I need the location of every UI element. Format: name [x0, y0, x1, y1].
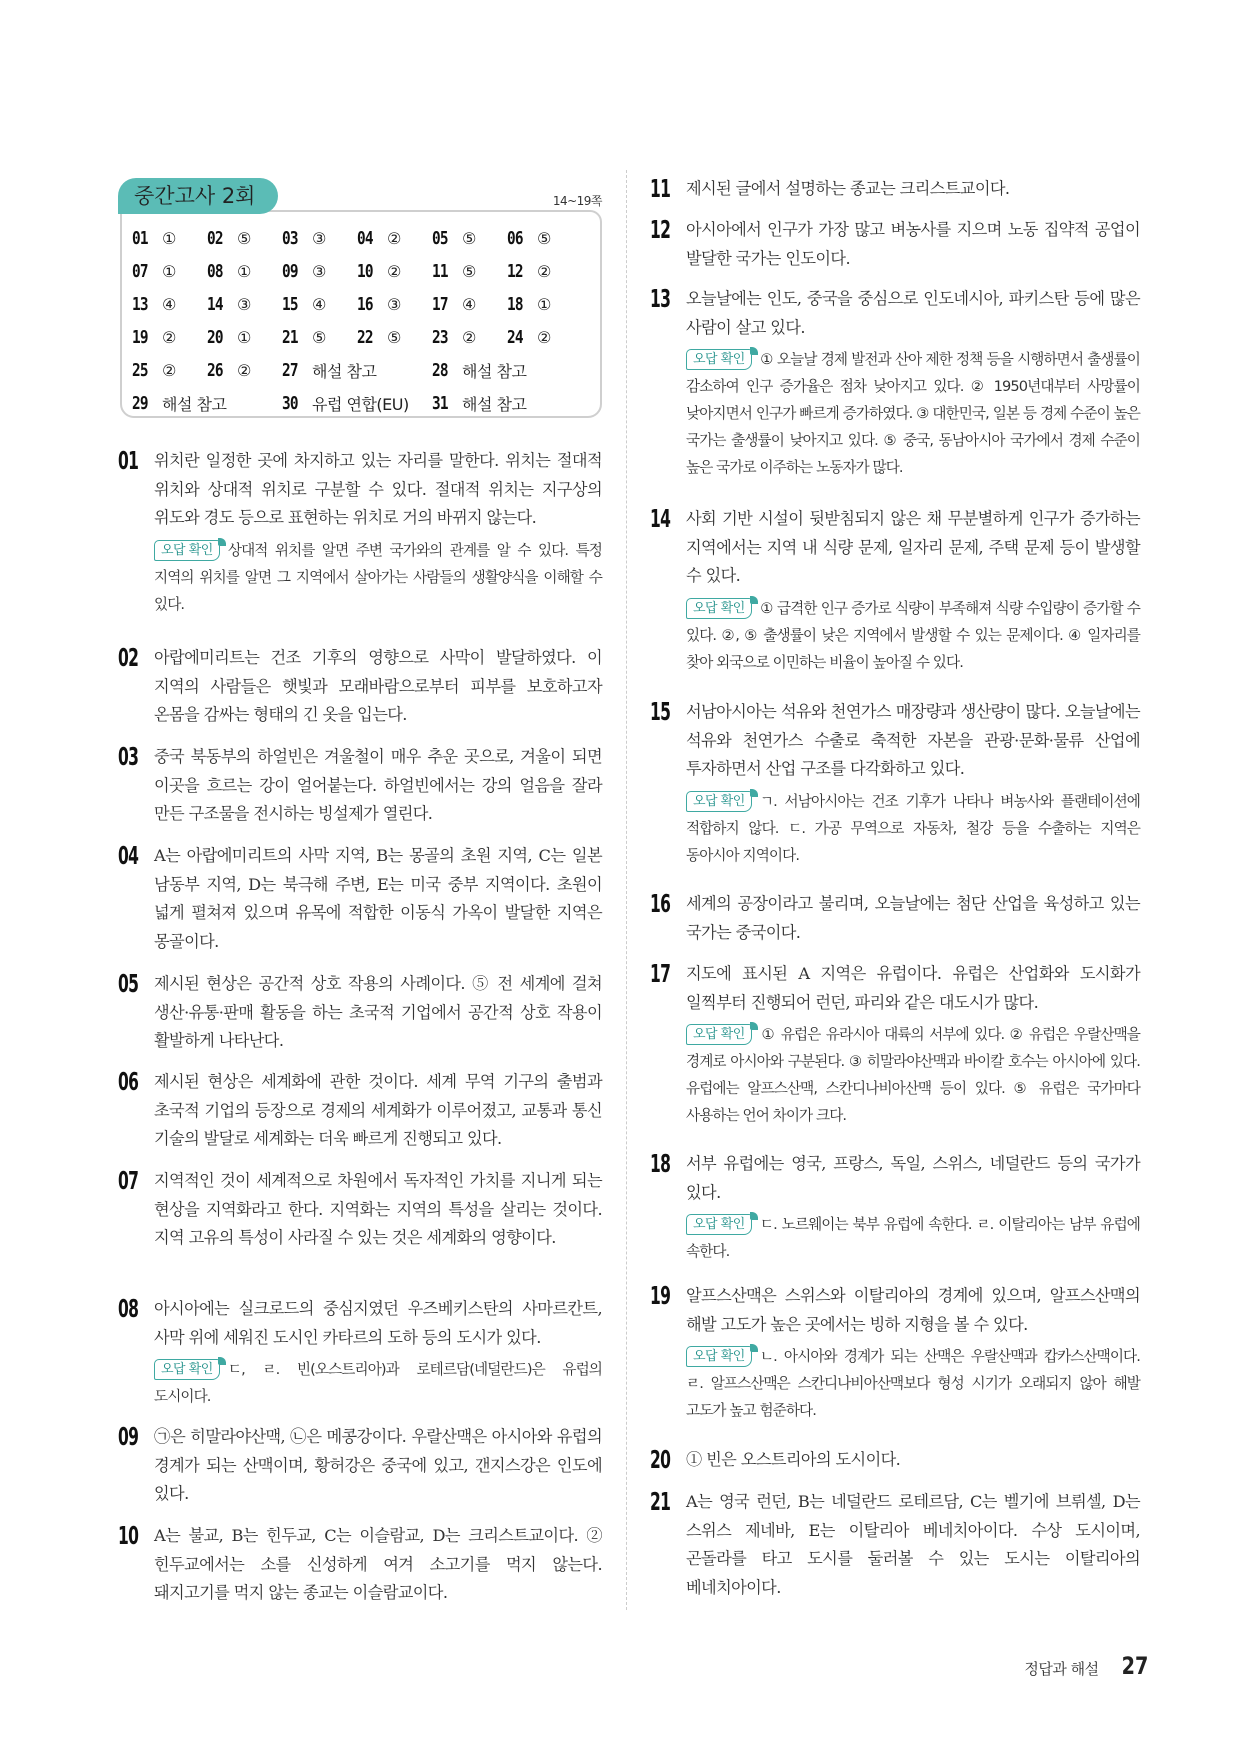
explanation-12	[650, 216, 1140, 273]
answer-value: ⑤	[537, 229, 551, 248]
question-number: 07	[118, 1166, 139, 1195]
answer-cell	[432, 261, 507, 282]
answer-cell	[132, 228, 207, 249]
answer-value: 해설 참고	[462, 362, 527, 381]
answer-number: 16	[357, 294, 373, 315]
wrong-answer-badge: 오답 확인	[686, 1024, 752, 1045]
explanation-15	[650, 698, 1140, 869]
answer-value: ⑤	[462, 262, 476, 281]
explanation-text: 지역적인 것이 세계적으로 차원에서 독자적인 가치를 지니게 되는 현상을 지역화라고 한다. 지역화는 지역의 특성을 살리는 것이다. 지역 고유의 특성이 사라질 수 있는 것은 세계화의 영향이다.	[154, 1171, 602, 1247]
answer-number: 24	[507, 327, 523, 348]
column-divider	[626, 170, 627, 1610]
answer-number: 13	[132, 294, 148, 315]
answer-row	[132, 222, 592, 255]
question-number: 18	[650, 1149, 671, 1178]
explanation-text: ① 빈은 오스트리아의 도시이다.	[686, 1450, 901, 1469]
explanation-18	[650, 1150, 1140, 1265]
explanation-text: A는 영국 런던, B는 네덜란드 로테르담, C는 벨기에 브뤼셀, D는 스위스 제네바, E는 이탈리아 베네치아이다. 수상 도시이며, 곤돌라를 타고 도시를 둘러볼 수 있는 도시는 이탈리아의 베네치아이다.	[686, 1492, 1140, 1597]
explanation-text: 알프스산맥은 스위스와 이탈리아의 경계에 있으며, 알프스산맥의 해발 고도가 높은 곳에서는 빙하 지형을 볼 수 있다.	[686, 1286, 1140, 1334]
question-number: 16	[650, 889, 671, 918]
question-number: 11	[650, 174, 671, 203]
question-number: 02	[118, 643, 139, 672]
answer-value: 유럽 연합(EU)	[312, 395, 409, 414]
wrong-answer-badge: 오답 확인	[686, 791, 752, 812]
explanation-10	[118, 1522, 602, 1608]
answer-row	[132, 354, 592, 387]
explanation-21	[650, 1488, 1140, 1602]
answer-cell	[507, 294, 582, 315]
answer-row	[132, 321, 592, 354]
answer-cell	[357, 327, 432, 348]
explanation-16	[650, 890, 1140, 947]
answer-number: 07	[132, 261, 148, 282]
answer-value: ⑤	[462, 229, 476, 248]
answer-number: 28	[432, 360, 448, 381]
explanation-text: 제시된 글에서 설명하는 종교는 크리스트교이다.	[686, 179, 1010, 198]
answer-number: 03	[282, 228, 298, 249]
answer-value: ⑤	[387, 328, 401, 347]
explanation-text: A는 불교, B는 힌두교, C는 이슬람교, D는 크리스트교이다. ② 힌두교에서는 소를 신성하게 여겨 소고기를 먹지 않는다. 돼지고기를 먹지 않는 종교는 이슬람교이다.	[154, 1526, 602, 1602]
question-number: 10	[118, 1521, 139, 1550]
answer-number: 25	[132, 360, 148, 381]
answer-number: 09	[282, 261, 298, 282]
explanation-14	[650, 505, 1140, 676]
answer-cell	[432, 294, 507, 315]
answer-cell	[282, 359, 432, 382]
question-number: 03	[118, 742, 139, 771]
explanation-text: 아시아에는 실크로드의 중심지였던 우즈베키스탄의 사마르칸트, 사막 위에 세워진 도시인 카타르의 도하 등의 도시가 있다.	[154, 1299, 602, 1347]
answer-cell	[357, 294, 432, 315]
answer-number: 08	[207, 261, 223, 282]
answer-number: 14	[207, 294, 223, 315]
page-footer	[1024, 1652, 1148, 1680]
answer-value: 해설 참고	[162, 395, 227, 414]
answer-value: ④	[462, 295, 476, 314]
answer-cell	[207, 294, 282, 315]
answer-number: 22	[357, 327, 373, 348]
answer-cell	[357, 228, 432, 249]
answer-row	[132, 288, 592, 321]
answer-value: ③	[312, 262, 326, 281]
answer-cell	[132, 327, 207, 348]
explanation-text: 서남아시아는 석유와 천연가스 매장량과 생산량이 많다. 오늘날에는 석유와 천연가스 수출로 축적한 자본을 관광·문화·물류 산업에 투자하면서 산업 구조를 다각화하고 있다.	[686, 702, 1140, 778]
question-number: 13	[650, 284, 671, 313]
explanation-text: 서부 유럽에는 영국, 프랑스, 독일, 스위스, 네덜란드 등의 국가가 있다.	[686, 1154, 1140, 1202]
explanation-08	[118, 1295, 602, 1410]
explanation-text: A는 아랍에미리트의 사막 지역, B는 몽골의 초원 지역, C는 일본 남동부 지역, D는 북극해 주변, E는 미국 중부 지역이다. 초원이 넓게 펼쳐져 있으며 유목에 적합한 이동식 가옥이 발달한 지역은 몽골이다.	[154, 846, 602, 951]
wrong-answer-note	[154, 537, 602, 618]
answer-number: 17	[432, 294, 448, 315]
answer-number: 31	[432, 393, 448, 414]
explanation-20	[650, 1446, 1140, 1475]
answer-number: 12	[507, 261, 523, 282]
explanation-06	[118, 1068, 602, 1154]
answer-value: ②	[462, 328, 476, 347]
answer-cell	[132, 392, 282, 415]
wrong-answer-note	[686, 1211, 1140, 1265]
note-text: ① 급격한 인구 증가로 식량이 부족해져 식량 수입량이 증가할 수 있다. ②, ⑤ 출생률이 낮은 지역에서 발생할 수 있는 문제이다. ④ 일자리를 찾아 외국으로 이민하는 비율이 높아질 수 있다.	[686, 599, 1140, 671]
wrong-answer-note	[686, 1343, 1140, 1424]
answer-value: ①	[537, 295, 551, 314]
answer-value: ③	[312, 229, 326, 248]
explanation-text: 아시아에서 인구가 가장 많고 벼농사를 지으며 노동 집약적 공업이 발달한 국가는 인도이다.	[686, 220, 1140, 268]
answer-cell	[507, 228, 582, 249]
wrong-answer-badge: 오답 확인	[686, 1214, 752, 1235]
note-text: ㄷ. 노르웨이는 북부 유럽에 속한다. ㄹ. 이탈리아는 남부 유럽에 속한다.	[686, 1216, 1140, 1260]
answer-number: 23	[432, 327, 448, 348]
answer-value: ②	[387, 229, 401, 248]
explanation-04	[118, 842, 602, 956]
answer-number: 06	[507, 228, 523, 249]
answer-number: 15	[282, 294, 298, 315]
answer-value: ②	[162, 328, 176, 347]
answer-cell	[432, 228, 507, 249]
answer-cell	[282, 392, 432, 415]
explanation-01	[118, 447, 602, 618]
answer-cell	[207, 228, 282, 249]
explanation-text: 중국 북동부의 하얼빈은 겨울철이 매우 추운 곳으로, 겨울이 되면 이곳을 흐르는 강이 얼어붙는다. 하얼빈에서는 강의 얼음을 잘라 만든 구조물을 전시하는 빙설제가 열린다.	[154, 747, 602, 823]
answer-cell	[282, 228, 357, 249]
wrong-answer-badge: 오답 확인	[686, 1346, 752, 1367]
wrong-answer-badge: 오답 확인	[154, 540, 220, 561]
answer-number: 19	[132, 327, 148, 348]
page-number: 27	[1121, 1652, 1148, 1680]
answer-number: 26	[207, 360, 223, 381]
question-number: 04	[118, 841, 139, 870]
answer-value: ①	[162, 229, 176, 248]
question-number: 09	[118, 1422, 139, 1451]
explanation-03	[118, 743, 602, 829]
explanation-text: 제시된 현상은 공간적 상호 작용의 사례이다. ⑤ 전 세계에 걸쳐 생산·유통·판매 활동을 하는 초국적 기업에서 공간적 상호 작용이 활발하게 나타난다.	[154, 974, 602, 1050]
answer-number: 11	[432, 261, 448, 282]
footer-section-label: 정답과 해설	[1024, 1660, 1099, 1678]
wrong-answer-note	[686, 788, 1140, 869]
answer-number: 10	[357, 261, 373, 282]
answer-cell	[282, 327, 357, 348]
question-number: 14	[650, 504, 671, 533]
answer-value: 해설 참고	[312, 362, 377, 381]
answer-cell	[282, 261, 357, 282]
answer-grid	[132, 222, 592, 420]
note-text: ㄷ, ㄹ. 빈(오스트리아)과 로테르담(네덜란드)은 유럽의 도시이다.	[154, 1361, 602, 1405]
explanation-05	[118, 970, 602, 1056]
explanation-text: 위치란 일정한 곳에 차지하고 있는 자리를 말한다. 위치는 절대적 위치와 상대적 위치로 구분할 수 있다. 절대적 위치는 지구상의 위도와 경도 등으로 표현하는 위치로 거의 바뀌지 않는다.	[154, 451, 602, 527]
answer-cell	[432, 327, 507, 348]
explanation-text: 오늘날에는 인도, 중국을 중심으로 인도네시아, 파키스탄 등에 많은 사람이 살고 있다.	[686, 289, 1140, 337]
answer-cell	[132, 294, 207, 315]
wrong-answer-badge: 오답 확인	[154, 1359, 220, 1380]
answer-row	[132, 255, 592, 288]
answer-cell	[207, 360, 282, 381]
question-number: 20	[650, 1445, 671, 1474]
question-number: 17	[650, 959, 671, 988]
explanation-text: 제시된 현상은 세계화에 관한 것이다. 세계 무역 기구의 출범과 초국적 기업의 등장으로 경제의 세계화가 이루어졌고, 교통과 통신 기술의 발달로 세계화는 더욱 빠르게 진행되고 있다.	[154, 1072, 602, 1148]
question-number: 05	[118, 969, 139, 998]
answer-cell	[207, 261, 282, 282]
explanation-text: 지도에 표시된 A 지역은 유럽이다. 유럽은 산업화와 도시화가 일찍부터 진행되어 런던, 파리와 같은 대도시가 많다.	[686, 964, 1140, 1012]
answer-cell	[357, 261, 432, 282]
answer-value: ②	[387, 262, 401, 281]
explanation-07	[118, 1167, 602, 1253]
note-text: ㄱ. 서남아시아는 건조 기후가 나타나 벼농사와 플랜테이션에 적합하지 않다. ㄷ. 가공 무역으로 자동차, 철강 등을 수출하는 지역은 동아시아 지역이다.	[686, 792, 1140, 864]
note-text: ① 오늘날 경제 발전과 산아 제한 정책 등을 시행하면서 출생률이 감소하여 인구 증가율은 점차 낮아지고 있다. ② 1950년대부터 사망률이 낮아지면서 인구가 빠르게 증가하였다. ③ 대한민국, 일본 등 경제 수준이 높은 국가는 출생률이 낮아지고 있다. ⑤ 중국, 동남아시아 국가에서 경제 수준이 높은 국가로 이주하는 노동자가 많다.	[686, 351, 1140, 476]
answer-cell	[132, 261, 207, 282]
answer-cell	[132, 360, 207, 381]
answer-cell	[507, 261, 582, 282]
question-number: 12	[650, 215, 671, 244]
explanation-19	[650, 1282, 1140, 1424]
answer-cell	[432, 359, 582, 382]
answer-number: 27	[282, 360, 298, 381]
page-range: 14~19쪽	[552, 194, 602, 208]
answer-cell	[207, 327, 282, 348]
answer-cell	[432, 392, 582, 415]
answer-value: ⑤	[237, 229, 251, 248]
explanation-text: 세계의 공장이라고 불리며, 오늘날에는 첨단 산업을 육성하고 있는 국가는 중국이다.	[686, 894, 1140, 942]
answer-cell	[507, 327, 582, 348]
answer-value: ①	[237, 328, 251, 347]
answer-number: 02	[207, 228, 223, 249]
explanation-13	[650, 285, 1140, 481]
explanation-text: ㉠은 히말라야산맥, ㉡은 메콩강이다. 우랄산맥은 아시아와 유럽의 경계가 되는 산맥이며, 황허강은 중국에 있고, 갠지스강은 인도에 있다.	[154, 1427, 602, 1503]
answer-cell	[282, 294, 357, 315]
note-text: 상대적 위치를 알면 주변 국가와의 관계를 알 수 있다. 특정 지역의 위치를 알면 그 지역에서 살아가는 사람들의 생활양식을 이해할 수 있다.	[154, 541, 602, 613]
exam-title-tab: 중간고사 2회	[118, 178, 278, 214]
explanation-09	[118, 1423, 602, 1509]
answer-number: 20	[207, 327, 223, 348]
wrong-answer-note	[686, 346, 1140, 481]
answer-value: 해설 참고	[462, 395, 527, 414]
question-number: 15	[650, 697, 671, 726]
answer-number: 30	[282, 393, 298, 414]
answer-value: ③	[237, 295, 251, 314]
note-text: ① 유럽은 유라시아 대륙의 서부에 있다. ② 유럽은 우랄산맥을 경계로 아시아와 구분된다. ③ 히말라야산맥과 바이칼 호수는 아시아에 있다. 유럽에는 알프스산맥, 스칸디나비아산맥 등이 있다. ⑤ 유럽은 국가마다 사용하는 언어 차이가 크다.	[686, 1026, 1140, 1124]
note-text: ㄴ. 아시아와 경계가 되는 산맥은 우랄산맥과 캅카스산맥이다. ㄹ. 알프스산맥은 스칸디나비아산맥보다 형성 시기가 오래되지 않아 해발 고도가 높고 험준하다.	[686, 1348, 1140, 1419]
answer-value: ②	[162, 361, 176, 380]
question-number: 01	[118, 446, 139, 475]
question-number: 21	[650, 1487, 671, 1516]
answer-number: 05	[432, 228, 448, 249]
answer-value: ④	[162, 295, 176, 314]
question-number: 08	[118, 1294, 139, 1323]
question-number: 19	[650, 1281, 671, 1310]
answer-value: ②	[237, 361, 251, 380]
answer-number: 29	[132, 393, 148, 414]
answer-value: ②	[537, 328, 551, 347]
answer-value: ②	[537, 262, 551, 281]
wrong-answer-note	[686, 1021, 1140, 1129]
answer-key-box	[118, 178, 602, 418]
wrong-answer-note	[686, 595, 1140, 676]
answer-value: ④	[312, 295, 326, 314]
answer-value: ①	[237, 262, 251, 281]
explanation-02	[118, 644, 602, 730]
answer-value: ③	[387, 295, 401, 314]
explanation-text: 사회 기반 시설이 뒷받침되지 않은 채 무분별하게 인구가 증가하는 지역에서는 지역 내 식량 문제, 일자리 문제, 주택 문제 등이 발생할 수 있다.	[686, 509, 1140, 585]
answer-number: 01	[132, 228, 148, 249]
wrong-answer-badge: 오답 확인	[686, 598, 752, 619]
answer-number: 21	[282, 327, 298, 348]
explanation-text: 아랍에미리트는 건조 기후의 영향으로 사막이 발달하였다. 이 지역의 사람들은 햇빛과 모래바람으로부터 피부를 보호하고자 온몸을 감싸는 형태의 긴 옷을 입는다.	[154, 648, 602, 724]
wrong-answer-badge: 오답 확인	[686, 349, 752, 370]
question-number: 06	[118, 1067, 139, 1096]
answer-number: 04	[357, 228, 373, 249]
answer-row	[132, 387, 592, 420]
answer-value: ①	[162, 262, 176, 281]
explanation-17	[650, 960, 1140, 1129]
answer-number: 18	[507, 294, 523, 315]
wrong-answer-note	[154, 1356, 602, 1410]
answer-value: ⑤	[312, 328, 326, 347]
explanation-11	[650, 175, 1140, 204]
